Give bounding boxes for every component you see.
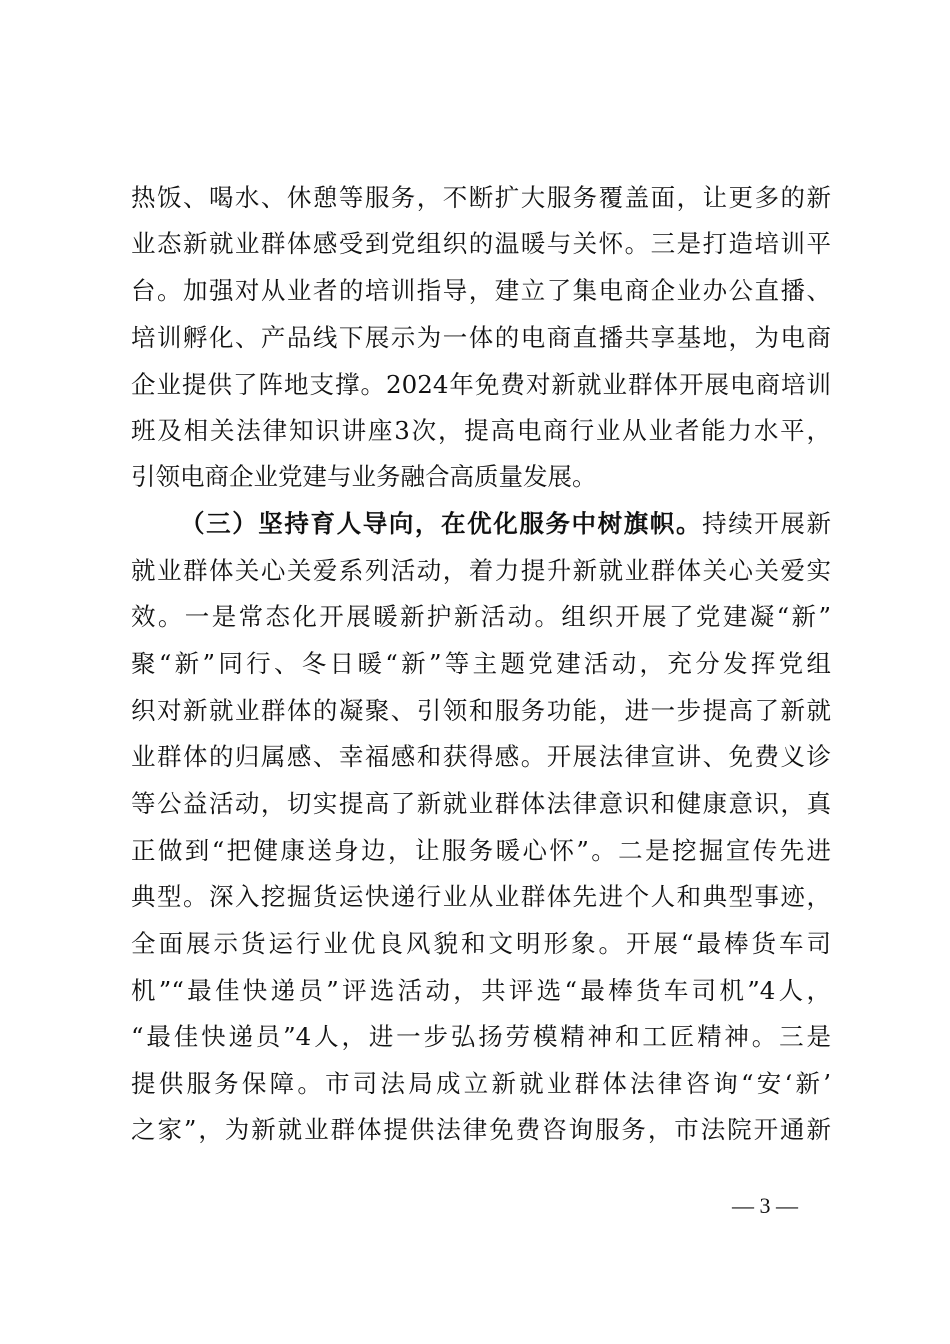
section-heading-line bbox=[180, 504, 831, 544]
paragraph-line: 热饭、喝水、休憩等服务，不断扩大服务覆盖面，让更多的新 bbox=[131, 183, 831, 212]
paragraph-line: 聚“新”同行、冬日暖“新”等主题党建活动，充分发挥党组 bbox=[131, 649, 831, 678]
section-heading-rest: 持续开展新 bbox=[702, 509, 831, 538]
paragraph-line: 全面展示货运行业优良风貌和文明形象。开展“最棒货车司 bbox=[131, 929, 831, 958]
paragraph-line: 引领电商企业党建与业务融合高质量发展。 bbox=[131, 462, 597, 491]
paragraph-line: 台。加强对从业者的培训指导，建立了集电商企业办公直播、 bbox=[131, 276, 831, 305]
paragraph-line: 之家”，为新就业群体提供法律免费咨询服务，市法院开通新 bbox=[131, 1115, 831, 1144]
paragraph-line: “最佳快递员”4人，进一步弘扬劳模精神和工匠精神。三是 bbox=[131, 1022, 831, 1051]
paragraph-line: 织对新就业群体的凝聚、引领和服务功能，进一步提高了新就 bbox=[131, 696, 831, 725]
paragraph-line: 机”“最佳快递员”评选活动，共评选“最棒货车司机”4人， bbox=[131, 976, 831, 1005]
paragraph-line: 业群体的归属感、幸福感和获得感。开展法律宣讲、免费义诊 bbox=[131, 742, 831, 771]
paragraph-line: 典型。深入挖掘货运快递行业从业群体先进个人和典型事迹， bbox=[131, 882, 831, 911]
paragraph-line: 业态新就业群体感受到党组织的温暖与关怀。三是打造培训平 bbox=[131, 229, 831, 258]
paragraph-line: 等公益活动，切实提高了新就业群体法律意识和健康意识，真 bbox=[131, 789, 831, 818]
paragraph-line: 提供服务保障。市司法局成立新就业群体法律咨询“安‘新’ bbox=[131, 1069, 831, 1098]
paragraph-line: 效。一是常态化开展暖新护新活动。组织开展了党建凝“新” bbox=[131, 602, 831, 631]
paragraph-line: 培训孵化、产品线下展示为一体的电商直播共享基地，为电商 bbox=[131, 323, 831, 352]
paragraph-line: 班及相关法律知识讲座3次，提高电商行业从业者能力水平， bbox=[131, 416, 831, 445]
paragraph-line: 正做到“把健康送身边，让服务暖心怀”。二是挖掘宣传先进 bbox=[131, 836, 831, 865]
paragraph-line: 就业群体关心关爱系列活动，着力提升新就业群体关心关爱实 bbox=[131, 556, 831, 585]
paragraph-line: 企业提供了阵地支撑。2024年免费对新就业群体开展电商培训 bbox=[131, 370, 831, 399]
page-number: — 3 — bbox=[732, 1193, 798, 1218]
section-heading: （三）坚持育人导向，在优化服务中树旗帜。 bbox=[180, 509, 703, 538]
